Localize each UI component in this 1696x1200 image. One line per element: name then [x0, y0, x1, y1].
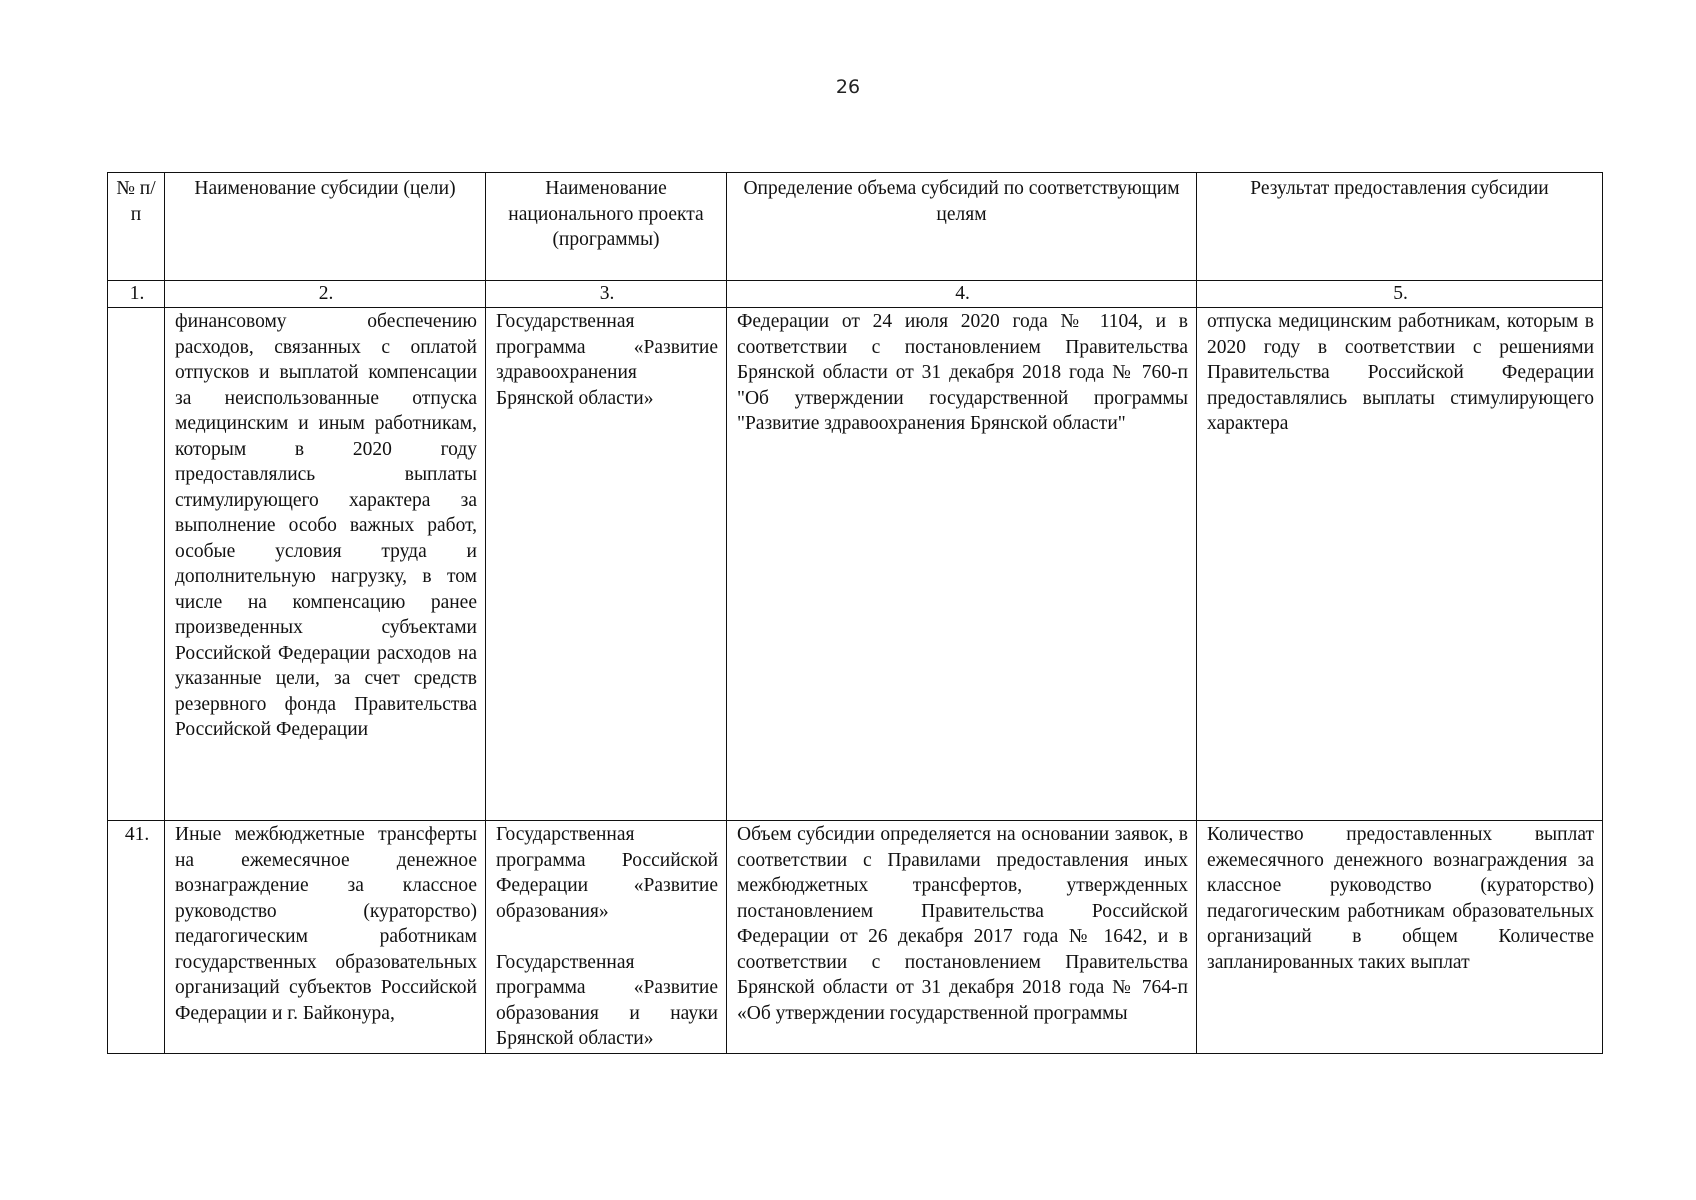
- header-national-project: Наименование национального проекта (программы): [486, 173, 727, 281]
- subsidy-name-cell: финансовому обеспечению расходов, связанных с оплатой отпусков и выплатой компенсации за неиспользованные отпуска медицинским и иным работникам, которым в 2020 году предоставлялись выплаты стимулирующего характера за выполнение особо важных работ, особые условия труда и дополнительную нагрузку, в том числе на компенсацию ранее произведенных субъектами Российской Федерации расходов на указанные цели, за счет средств резервного фонда Правительства Российской Федерации: [165, 308, 486, 821]
- regional-program-text: Государственная программа «Развитие образования и науки Брянской области»: [496, 951, 718, 1049]
- header-result: Результат предоставления субсидии: [1197, 173, 1603, 281]
- header-subsidy-name: Наименование субсидии (цели): [165, 173, 486, 281]
- column-number: 1.: [108, 281, 165, 308]
- header-number: № п/п: [108, 173, 165, 281]
- result-cell: отпуска медицинским работникам, которым в 2020 году в соответствии с решениями Правительства Российской Федерации предоставлялись выплаты стимулирующего характера: [1197, 308, 1603, 821]
- table-header-row: [108, 173, 1603, 281]
- subsidies-table: [107, 172, 1603, 1054]
- result-cell: Количество предоставленных выплат ежемесячного денежного вознаграждения за классное руководство (кураторство) педагогическим работникам образовательных организаций в общем Количестве запланированных таких выплат: [1197, 821, 1603, 1054]
- volume-definition-cell: Федерации от 24 июля 2020 года № 1104, и в соответствии с постановлением Правительства Брянской области от 31 декабря 2018 года № 760-п "Об утверждении государственной программы "Развитие здравоохранения Брянской области": [727, 308, 1197, 821]
- national-project-cell: [486, 821, 727, 1054]
- paragraph-gap: [496, 924, 718, 950]
- national-project-text: Государственная программа Российской Федерации «Развитие образования»: [496, 824, 718, 922]
- column-number: 5.: [1197, 281, 1603, 308]
- column-numbers-row: [108, 281, 1603, 308]
- volume-definition-cell: Объем субсидии определяется на основании заявок, в соответствии с Правилами предоставления иных межбюджетных трансфертов, утвержденных постановлением Правительства Российской Федерации от 26 декабря 2017 года № 1642, и в соответствии с постановлением Правительства Брянской области от 31 декабря 2018 года № 764-п «Об утверждении государственной программы: [727, 821, 1197, 1054]
- column-number: 2.: [165, 281, 486, 308]
- header-volume-definition: Определение объема субсидий по соответствующим целям: [727, 173, 1197, 281]
- table-row: [108, 821, 1603, 1054]
- row-number: [108, 308, 165, 821]
- column-number: 4.: [727, 281, 1197, 308]
- page-number: 26: [835, 76, 861, 98]
- subsidy-name-cell: Иные межбюджетные трансферты на ежемесячное денежное вознаграждение за классное руководство (кураторство) педагогическим работникам государственных образовательных организаций субъектов Российской Федерации и г. Байконура,: [165, 821, 486, 1054]
- column-number: 3.: [486, 281, 727, 308]
- table-row: [108, 308, 1603, 821]
- row-number: 41.: [108, 821, 165, 1054]
- national-project-cell: Государственная программа «Развитие здравоохранения Брянской области»: [486, 308, 727, 821]
